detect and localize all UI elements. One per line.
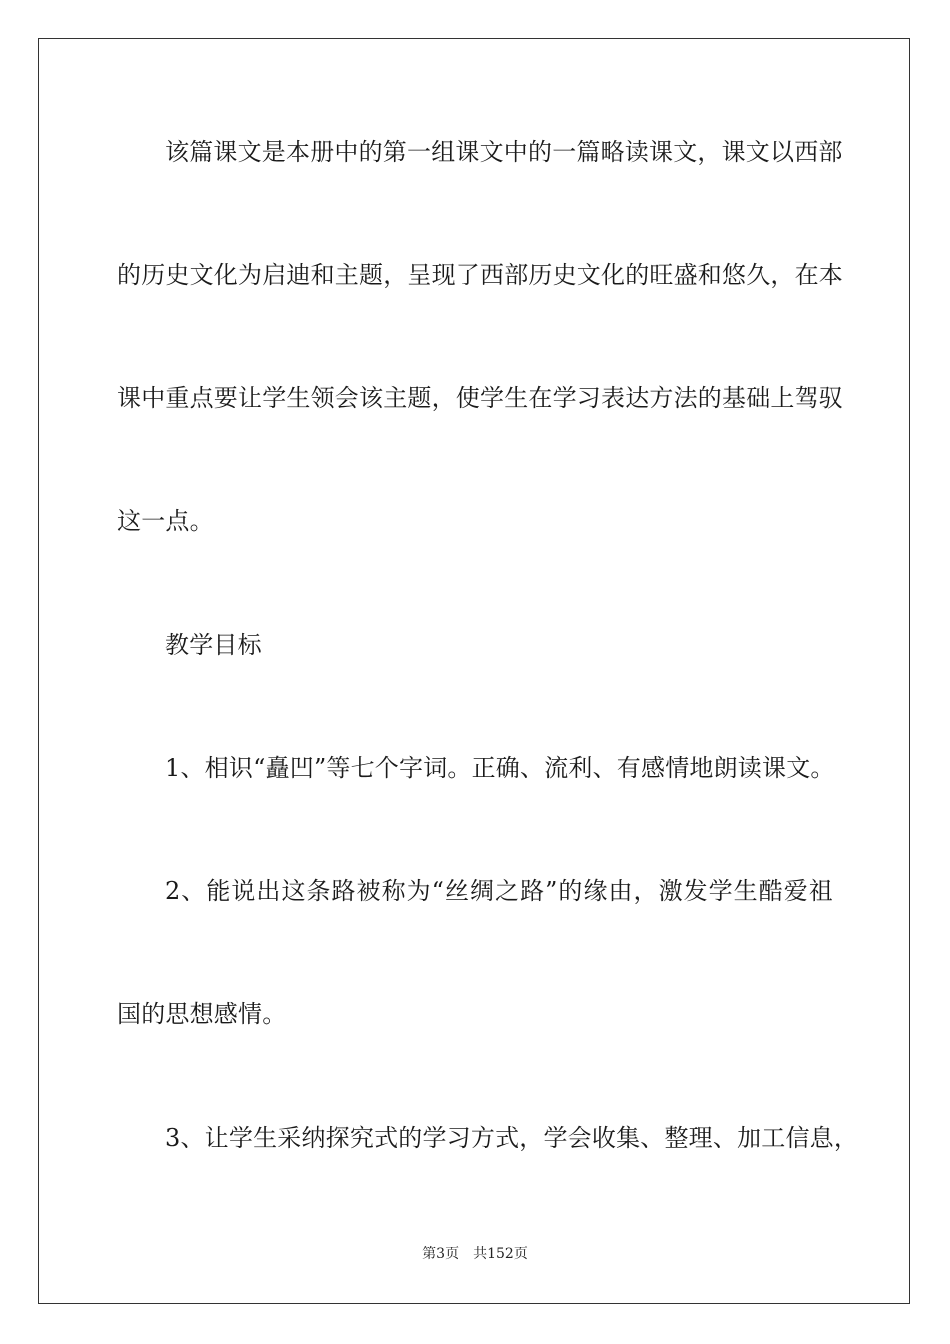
page-total: 共152页 — [473, 1246, 528, 1262]
list-item-continuation: 国的思想感情。 — [117, 1000, 287, 1028]
paragraph-line: 该篇课文是本册中的第一组课文中的一篇略读课文，课文以西部 — [165, 138, 843, 166]
paragraph-line: 这一点。 — [117, 507, 214, 535]
page-border — [38, 38, 910, 1304]
paragraph-line: 的历史文化为启迪和主题，呈现了西部历史文化的旺盛和悠久，在本 — [117, 261, 843, 289]
list-item: 1、相识“矗凹”等七个字词。正确、流利、有感情地朗读课文。 — [165, 754, 835, 782]
section-heading: 教学目标 — [165, 631, 262, 659]
paragraph-line: 课中重点要让学生领会该主题，使学生在学习表达方法的基础上驾驭 — [117, 384, 843, 412]
list-item: 3、让学生采纳探究式的学习方式，学会收集、整理、加工信息， — [165, 1124, 859, 1152]
list-item: 2、能说出这条路被称为“丝绸之路”的缘由，激发学生酷爱祖 — [165, 877, 833, 905]
page-footer — [0, 1244, 950, 1264]
page-number: 第3页 — [422, 1246, 460, 1262]
